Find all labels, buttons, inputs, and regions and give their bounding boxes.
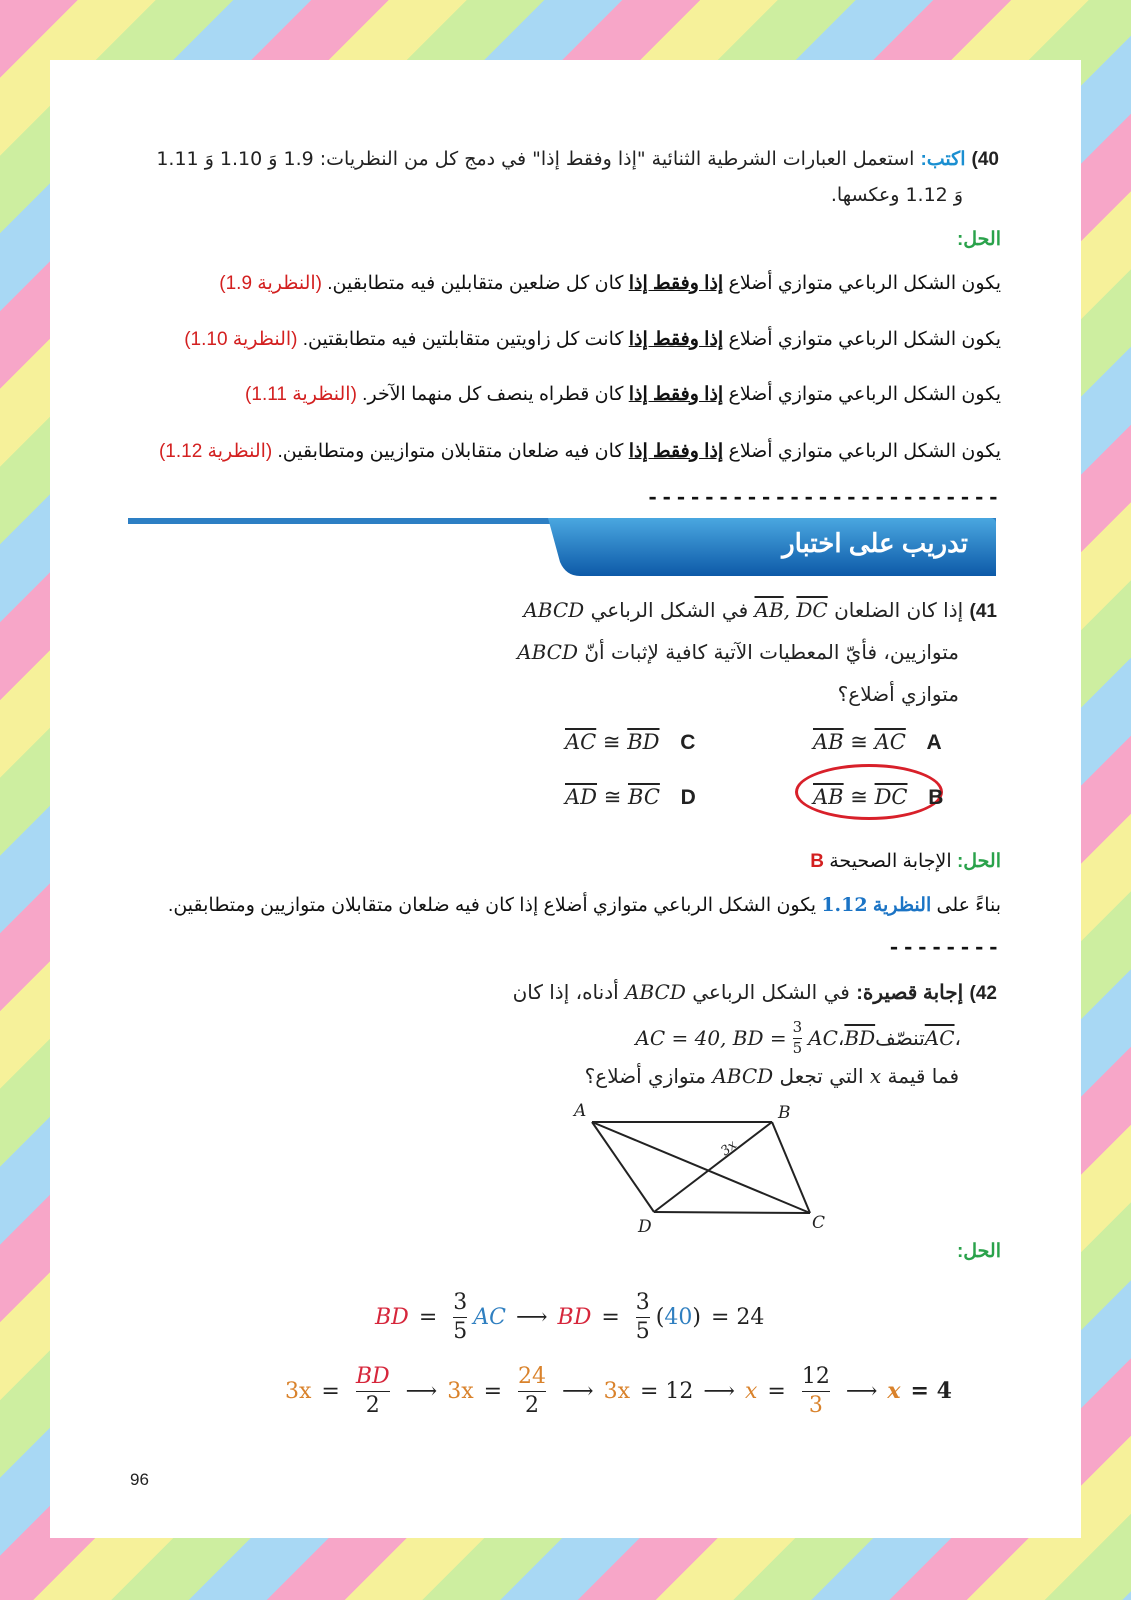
divider-1: ------------------------- — [645, 486, 1001, 511]
eq-mid: = 12 — [640, 1378, 694, 1404]
solution-letter: B — [810, 851, 824, 872]
theorem-ref: (النظرية 1.9) — [219, 273, 322, 294]
page-number: 96 — [130, 1470, 149, 1489]
fraction — [453, 1291, 467, 1342]
q41-option-d — [565, 785, 696, 810]
q41-solution — [810, 850, 1001, 873]
eq-ac: AC — [473, 1304, 506, 1330]
solution-equation-2 — [285, 1356, 952, 1426]
congruent-symbol: ≅ — [602, 730, 621, 754]
explain-post: يكون الشكل الرباعي متوازي أضلاع إذا كان فيه ضلعان متقابلان متوازيين ومتطابقين. — [168, 895, 822, 916]
solution-text: الإجابة الصحيحة — [829, 851, 952, 872]
frac-num: 3 — [453, 1290, 468, 1316]
option-right: $\overline{BD}$ — [627, 730, 660, 754]
option-left: $\overline{AB}$ — [813, 730, 844, 754]
iff-phrase: إذا وفقط إذا — [628, 329, 724, 350]
q41-line2-pre: متوازيين، فأيّ المعطيات الآتية كافية لإثبات أنّ — [577, 640, 959, 664]
segment-ac: AC — [924, 1026, 955, 1051]
arrow: ⟶ — [703, 1378, 735, 1404]
congruent-symbol: ≅ — [850, 785, 868, 809]
statement-prefix: يكون الشكل الرباعي متوازي أضلاع — [723, 273, 1001, 294]
fraction — [802, 1365, 830, 1416]
banner-title: تدريب على اختبار — [782, 528, 968, 558]
eq-final: = 4 — [910, 1378, 952, 1404]
option-left: $\overline{AC}$ — [565, 730, 597, 754]
eq-x: x — [744, 1378, 758, 1404]
iff-phrase: إذا وفقط إذا — [628, 441, 724, 462]
option-letter: C — [680, 731, 696, 754]
frac-num: 12 — [801, 1364, 830, 1390]
option-right: $\overline{AC}$ — [874, 730, 906, 754]
q40-solution-label: الحل: — [956, 229, 1001, 250]
vertex-a: A — [574, 1101, 587, 1121]
option-letter: B — [928, 786, 944, 809]
theorem-number: 1.12 — [821, 894, 868, 916]
q42-line3-mid: التي تجعل — [773, 1064, 870, 1088]
q41-line1: 41) إذا كان الضلعان AB, DC في الشكل الرباعي ABCD — [523, 598, 997, 622]
statement-rest: كان كل ضلعين متقابلين فيه متطابقين. — [321, 273, 629, 294]
equals-sign: = — [483, 1378, 503, 1404]
eq-result: = 24 — [710, 1304, 765, 1330]
eq-3x: 3x — [603, 1378, 630, 1404]
eq-value-40: 40 — [664, 1304, 693, 1330]
given-tail: AC — [808, 1026, 838, 1051]
frac-den: 2 — [525, 1392, 540, 1418]
given-values: AC = 40, BD = — [635, 1026, 787, 1051]
diagonal-bd — [654, 1122, 772, 1212]
q41-line1-pre: إذا كان الضلعان — [827, 598, 964, 622]
frac-den: 3 — [808, 1392, 823, 1418]
q41-line1-post: في الشكل الرباعي — [584, 598, 755, 622]
eq-3x: 3x — [285, 1378, 312, 1404]
option-left: $\overline{AB}$ — [813, 785, 844, 809]
statement-rest: كان قطراه ينصف كل منهما الآخر. — [356, 384, 629, 405]
eq-x-final: x — [887, 1378, 901, 1404]
q42-line2: ، AC تنصّف BD ، AC = 40, BD = $\frac{3}{5}$ AC — [635, 1018, 961, 1057]
arrow: ⟶ — [562, 1378, 594, 1404]
statement-rest: كان فيه ضلعان متقابلان متوازيين ومتطابقين. — [272, 441, 629, 462]
solution-equation-1: BD = $\frac{3}{5}$ AC ⟶ BD = $\frac{3}{5}$ ( 40 ) = 24 — [375, 1290, 765, 1344]
fraction — [518, 1365, 546, 1416]
frac-num: 24 — [518, 1364, 547, 1390]
q41-line2 — [439, 640, 959, 664]
theorem-ref: (النظرية 1.10) — [184, 329, 298, 350]
q41-line3: متوازي أضلاع؟ — [837, 682, 959, 706]
arrow: ⟶ — [405, 1378, 438, 1404]
fraction-3-5 — [793, 1020, 803, 1057]
q40-label: اكتب: — [920, 149, 966, 170]
vertex-c: C — [812, 1213, 826, 1233]
q40-statement-1 — [101, 272, 1001, 295]
statement-prefix: يكون الشكل الرباعي متوازي أضلاع — [723, 384, 1001, 405]
segment-bd: BD — [844, 1026, 876, 1051]
frac-num: 3 — [792, 1018, 803, 1036]
frac-den: 5 — [453, 1318, 468, 1344]
q42-label: إجابة قصيرة: — [856, 982, 964, 1004]
quad-name: ABCD — [712, 1064, 774, 1088]
frac-num: 3 — [635, 1290, 650, 1316]
q40-prompt — [139, 144, 999, 175]
q41-option-b — [813, 785, 943, 810]
test-practice-banner — [128, 516, 996, 578]
q42-line3-pre: فما قيمة — [881, 1064, 959, 1088]
quad-name: ABCD — [523, 598, 585, 622]
arrow: ⟶ — [515, 1304, 548, 1330]
iff-phrase: إذا وفقط إذا — [628, 384, 724, 405]
q42-line2-mid: تنصّف — [875, 1026, 925, 1051]
arrow: ⟶ — [845, 1378, 878, 1404]
equals-sign: = — [767, 1378, 786, 1404]
eq-bd: BD — [375, 1304, 409, 1330]
q41-number: 41) — [969, 601, 997, 622]
side-cd — [654, 1212, 810, 1213]
theorem-word: النظرية — [872, 895, 932, 916]
eq-3x: 3x — [447, 1378, 474, 1404]
segment-label-3x: 3x — [718, 1137, 740, 1160]
vertex-d: D — [638, 1217, 652, 1237]
segment-dc: DC — [796, 598, 828, 622]
equals-sign: = — [418, 1304, 438, 1330]
eq-bd: BD — [557, 1304, 592, 1330]
congruent-symbol: ≅ — [603, 785, 622, 809]
divider-2: -------- — [887, 936, 1001, 961]
q40-number: 40) — [971, 149, 999, 170]
q42-line3 — [439, 1064, 959, 1088]
equals-sign: = — [601, 1304, 620, 1330]
q41-option-c — [565, 730, 695, 755]
congruent-symbol: ≅ — [850, 730, 868, 754]
q42-line1-post: أدناه، إذا كان — [512, 980, 626, 1004]
q40-statement-3 — [101, 383, 1001, 406]
solution-label: الحل: — [956, 851, 1001, 872]
iff-phrase: إذا وفقط إذا — [628, 273, 724, 294]
page-sheet — [50, 60, 1081, 1538]
statement-prefix: يكون الشكل الرباعي متوازي أضلاع — [723, 329, 1001, 350]
segment-ab: AB — [754, 598, 784, 622]
frac-num: BD — [355, 1364, 390, 1390]
explain-pre: بناءً على — [931, 895, 1001, 916]
vertex-b: B — [778, 1103, 791, 1123]
parallelogram-figure — [560, 1100, 860, 1240]
q41-explanation — [101, 894, 1001, 917]
q42-line3-post: متوازي أضلاع؟ — [584, 1064, 713, 1088]
statement-rest: كانت كل زاويتين متقابلتين فيه متطابقتين. — [297, 329, 629, 350]
quad-name: ABCD — [625, 980, 686, 1004]
equals-sign: = — [321, 1378, 340, 1404]
option-letter: A — [926, 731, 942, 754]
frac-den: 2 — [365, 1392, 380, 1418]
q42-line1 — [437, 980, 997, 1005]
option-right: $\overline{DC}$ — [874, 785, 908, 809]
frac-den: 5 — [635, 1318, 650, 1344]
variable-x: x — [869, 1064, 882, 1088]
statement-prefix: يكون الشكل الرباعي متوازي أضلاع — [723, 441, 1001, 462]
q42-solution-label: الحل: — [956, 1241, 1001, 1262]
q40-line2: وَ 1.12 وعكسها. — [830, 184, 963, 206]
fraction — [356, 1365, 390, 1416]
frac-den: 5 — [792, 1038, 803, 1057]
theorem-ref: (النظرية 1.12) — [158, 441, 273, 462]
fraction — [636, 1291, 650, 1342]
q40-line1: استعمل العبارات الشرطية الثنائية "إذا وفقط إذا" في دمج كل من النظريات: 1.9 وَ 1.10 وَ 1.11 — [156, 148, 915, 170]
q42-line1-pre: في الشكل الرباعي — [685, 980, 850, 1004]
q41-option-a — [813, 730, 942, 755]
q40-statement-2 — [101, 328, 1001, 351]
option-letter: D — [680, 786, 696, 809]
quad-name: ABCD — [517, 640, 578, 664]
option-right: $\overline{BC}$ — [628, 785, 660, 809]
option-left: $\overline{AD}$ — [565, 785, 598, 809]
q42-number: 42) — [969, 983, 997, 1004]
q40-statement-4 — [101, 440, 1001, 463]
theorem-ref: (النظرية 1.11) — [245, 384, 357, 405]
